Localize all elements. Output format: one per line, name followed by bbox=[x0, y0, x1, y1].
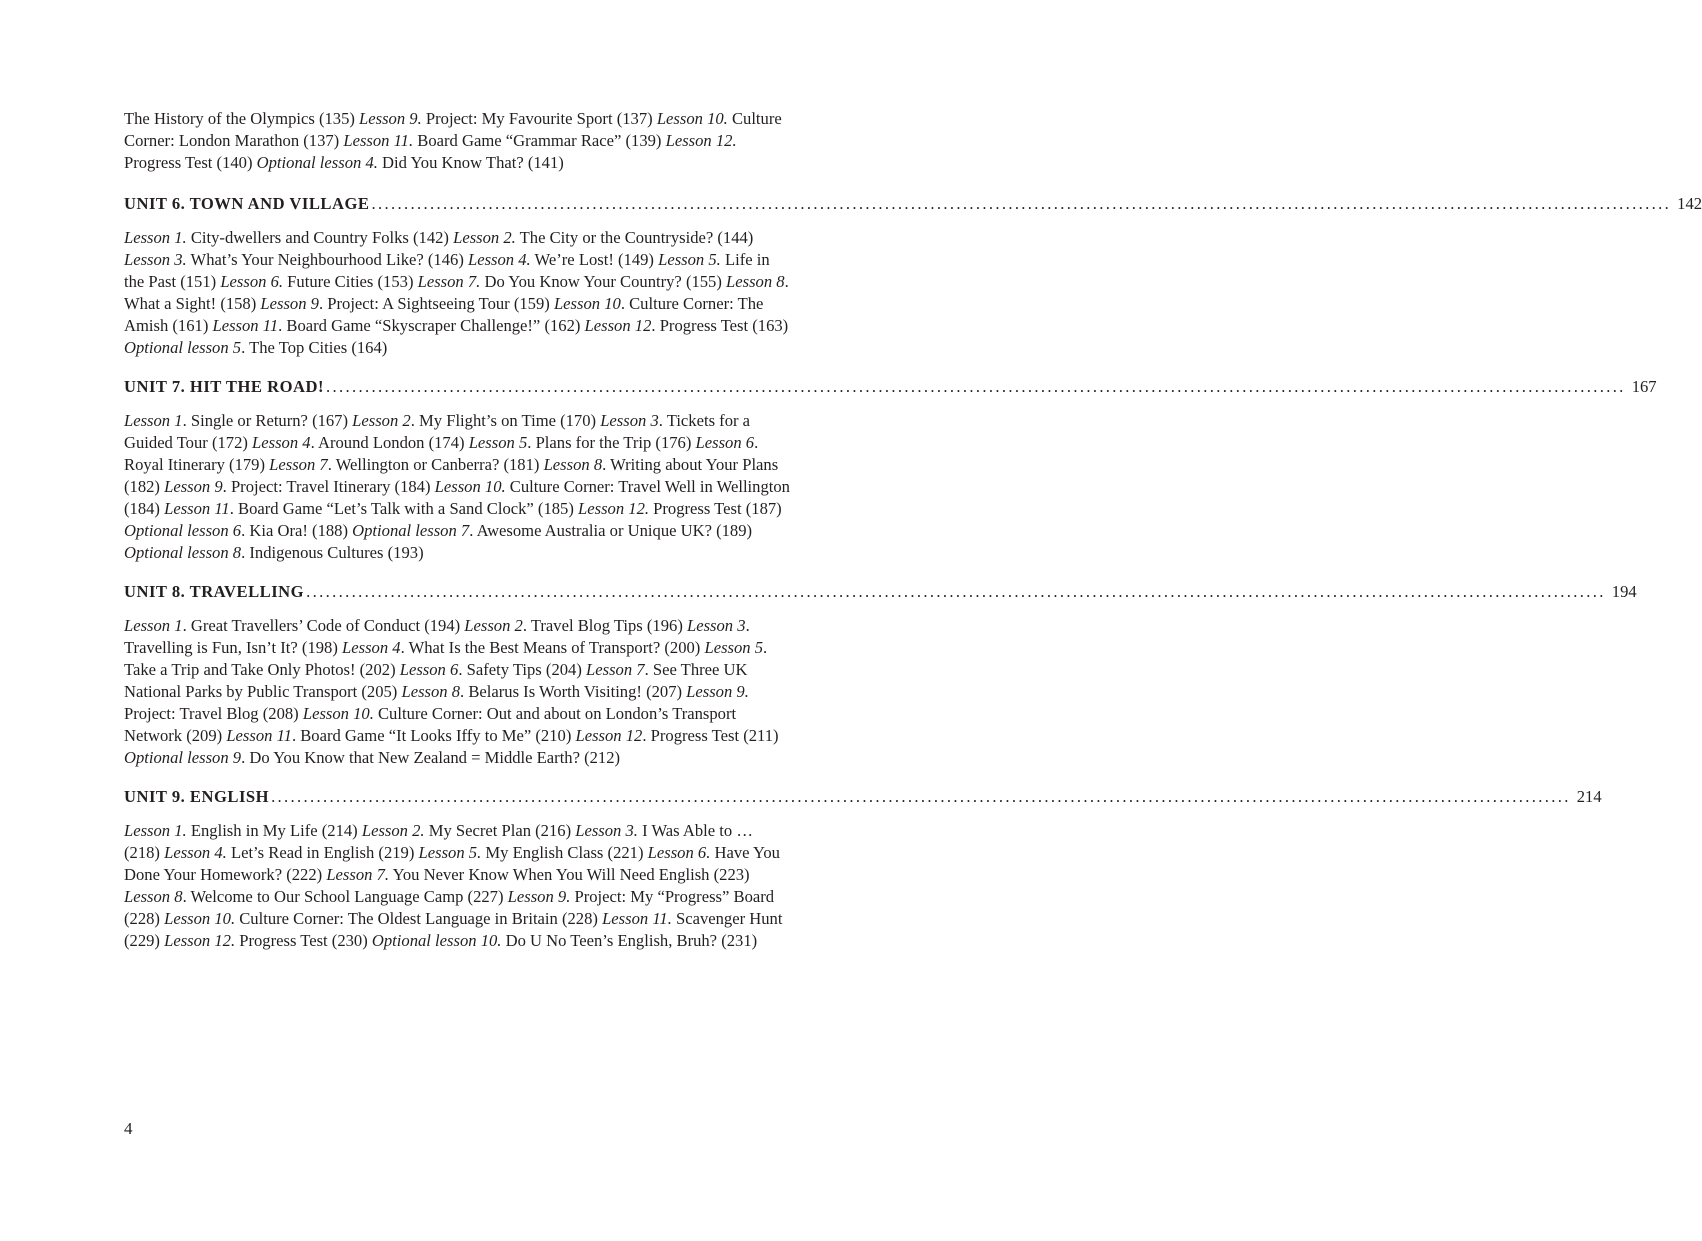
lesson-label: Lesson 12. bbox=[665, 131, 737, 150]
lesson-text: . Kia Ora! (188) bbox=[241, 521, 353, 540]
lesson-label: Lesson 1. bbox=[124, 821, 187, 840]
lesson-label: Lesson 2. bbox=[453, 228, 516, 247]
lesson-text: Progress Test (230) bbox=[235, 931, 372, 950]
lesson-label: Lesson 7 bbox=[269, 455, 328, 474]
lesson-text: . Take a Trip and Take Only Photos! (202) bbox=[124, 638, 768, 679]
lesson-text: I Was Able to … (218) bbox=[124, 821, 753, 862]
lesson-label: Lesson 12. bbox=[578, 499, 650, 518]
lesson-text: . Around London (174) bbox=[310, 433, 469, 452]
lesson-label: Optional lesson 9 bbox=[124, 748, 242, 767]
dot-leader: ........................................................................................................................................................................................................ bbox=[326, 377, 1626, 396]
lesson-text: . Project: Travel Itinerary (184) bbox=[222, 477, 435, 496]
lesson-text: Have You Done Your Homework? (222) bbox=[124, 843, 780, 884]
lesson-label: Lesson 6 bbox=[695, 433, 755, 452]
lesson-label: Lesson 5 bbox=[468, 433, 528, 452]
lesson-text: City-dwellers and Country Folks (142) bbox=[186, 228, 454, 247]
lesson-text: . Great Travellers’ Code of Conduct (194) bbox=[182, 616, 465, 635]
unit-9-section bbox=[124, 786, 1602, 952]
lesson-label: Lesson 7. bbox=[417, 272, 481, 291]
lesson-label: Optional lesson 4. bbox=[256, 153, 378, 172]
lesson-label: Lesson 4 bbox=[342, 638, 401, 657]
lesson-label: Lesson 10 bbox=[553, 294, 621, 313]
lesson-label: Lesson 11 bbox=[164, 499, 230, 518]
lesson-text: . Writing about Your Plans (182) bbox=[124, 455, 779, 496]
lesson-label: Lesson 5. bbox=[658, 250, 721, 269]
lesson-text: We’re Lost! (149) bbox=[530, 250, 659, 269]
unit-lessons bbox=[124, 410, 792, 564]
lesson-label: Lesson 5 bbox=[704, 638, 764, 657]
lesson-label: Optional lesson 10. bbox=[371, 931, 502, 950]
unit-lessons bbox=[124, 820, 792, 952]
lesson-label: Lesson 11. bbox=[343, 131, 414, 150]
unit-heading bbox=[124, 786, 1602, 808]
lesson-text: My Secret Plan (216) bbox=[424, 821, 576, 840]
unit-page-number: 214 bbox=[1576, 787, 1602, 806]
lesson-text: Project: My “Progress” Board (228) bbox=[124, 887, 775, 928]
lesson-text: Culture Corner: The Oldest Language in Britain (228) bbox=[235, 909, 603, 928]
lesson-text: . Plans for the Trip (176) bbox=[527, 433, 696, 452]
lesson-label: Lesson 7. bbox=[326, 865, 390, 884]
unit-title: UNIT 6. TOWN AND VILLAGE bbox=[124, 194, 370, 213]
unit-title: UNIT 7. HIT THE ROAD! bbox=[124, 377, 324, 396]
lesson-text: . Belarus Is Worth Visiting! (207) bbox=[460, 682, 687, 701]
lesson-text: Project: My Favourite Sport (137) bbox=[421, 109, 657, 128]
lesson-text: English in My Life (214) bbox=[186, 821, 362, 840]
lesson-label: Lesson 11 bbox=[212, 316, 279, 335]
lesson-text: . My Flight’s on Time (170) bbox=[410, 411, 601, 430]
lesson-label: Lesson 6. bbox=[647, 843, 711, 862]
lesson-label: Optional lesson 7 bbox=[352, 521, 470, 540]
lesson-text: Scavenger Hunt (229) bbox=[124, 909, 783, 950]
unit-title: UNIT 8. TRAVELLING bbox=[124, 582, 305, 601]
lesson-text: . Travel Blog Tips (196) bbox=[522, 616, 687, 635]
lesson-text: Culture Corner: London Marathon (137) bbox=[124, 109, 782, 150]
lesson-label: Lesson 10. bbox=[302, 704, 374, 723]
lesson-label: Lesson 4. bbox=[164, 843, 227, 862]
lesson-text: . Welcome to Our School Language Camp (227) bbox=[182, 887, 508, 906]
lesson-label: Lesson 1 bbox=[124, 411, 183, 430]
page-number: 4 bbox=[124, 1119, 133, 1138]
lesson-text: The History of the Olympics (135) bbox=[124, 109, 360, 128]
unit-heading bbox=[124, 376, 1657, 398]
lesson-label: Lesson 4. bbox=[468, 250, 531, 269]
lesson-label: Lesson 9 bbox=[260, 294, 319, 313]
unit-page-number: 167 bbox=[1631, 377, 1657, 396]
lesson-label: Lesson 2. bbox=[361, 821, 425, 840]
unit-8-section bbox=[124, 581, 1637, 769]
lesson-text: . Single or Return? (167) bbox=[182, 411, 353, 430]
lesson-label: Lesson 12 bbox=[584, 316, 652, 335]
lesson-label: Lesson 9 bbox=[164, 477, 223, 496]
lesson-text: Did You Know That? (141) bbox=[377, 153, 564, 172]
unit-title: UNIT 9. ENGLISH bbox=[124, 787, 270, 806]
lesson-label: Lesson 12. bbox=[164, 931, 236, 950]
lesson-label: Lesson 6 bbox=[399, 660, 459, 679]
lesson-text: Project: Travel Blog (208) bbox=[124, 704, 303, 723]
lesson-text: My English Class (221) bbox=[481, 843, 648, 862]
lesson-text: Future Cities (153) bbox=[283, 272, 418, 291]
lesson-label: Lesson 10. bbox=[164, 909, 236, 928]
lesson-label: Lesson 3 bbox=[687, 616, 746, 635]
lesson-label: Lesson 11 bbox=[226, 726, 292, 745]
lesson-text: . Board Game “Skyscraper Challenge!” (162) bbox=[278, 316, 585, 335]
lesson-text: Do U No Teen’s English, Bruh? (231) bbox=[501, 931, 758, 950]
lesson-label: Lesson 3. bbox=[124, 250, 187, 269]
lesson-label: Lesson 3. bbox=[575, 821, 638, 840]
unit-lessons bbox=[124, 615, 792, 769]
dot-leader: ........................................................................................................................................................................................................ bbox=[306, 582, 1606, 601]
lesson-label: Lesson 12 bbox=[575, 726, 643, 745]
lesson-label: Lesson 6. bbox=[220, 272, 284, 291]
lesson-text: . Board Game “Let’s Talk with a Sand Clock” (185) bbox=[229, 499, 579, 518]
lesson-text: Life in the Past (151) bbox=[124, 250, 770, 291]
lesson-label: Lesson 2 bbox=[464, 616, 523, 635]
lesson-text: Progress Test (140) bbox=[124, 153, 257, 172]
lesson-label: Lesson 8 bbox=[124, 887, 183, 906]
lesson-text: . Travelling is Fun, Isn’t It? (198) bbox=[124, 616, 750, 657]
unit-page-number: 142 bbox=[1677, 194, 1702, 213]
lesson-label: Lesson 8 bbox=[401, 682, 461, 701]
lesson-text: What’s Your Neighbourhood Like? (146) bbox=[186, 250, 468, 269]
unit-lessons bbox=[124, 227, 792, 359]
lesson-label: Lesson 9. bbox=[359, 109, 422, 128]
lesson-text: The City or the Countryside? (144) bbox=[515, 228, 754, 247]
lesson-text: . Royal Itinerary (179) bbox=[124, 433, 759, 474]
unit-7-section bbox=[124, 376, 1657, 564]
lesson-text: . Board Game “It Looks Iffy to Me” (210) bbox=[291, 726, 576, 745]
lesson-text: . Project: A Sightseeing Tour (159) bbox=[318, 294, 554, 313]
lesson-label: Lesson 5. bbox=[418, 843, 482, 862]
dot-leader: ........................................................................................................................................................................................................ bbox=[371, 194, 1672, 213]
lesson-text: Do You Know Your Country? (155) bbox=[480, 272, 727, 291]
lesson-text: . Progress Test (211) bbox=[642, 726, 779, 745]
unit-6-section bbox=[124, 193, 1702, 359]
lesson-label: Lesson 7 bbox=[586, 660, 645, 679]
lesson-text: . Progress Test (163) bbox=[651, 316, 789, 335]
lesson-label: Lesson 8 bbox=[726, 272, 785, 291]
lesson-label: Lesson 4 bbox=[252, 433, 311, 452]
unit-heading bbox=[124, 193, 1702, 215]
lesson-label: Lesson 10. bbox=[434, 477, 506, 496]
lesson-text: . Do You Know that New Zealand = Middle Earth? (212) bbox=[241, 748, 621, 767]
lesson-text: . Indigenous Cultures (193) bbox=[241, 543, 424, 562]
lesson-text: . Safety Tips (204) bbox=[458, 660, 587, 679]
lesson-label: Lesson 8 bbox=[543, 455, 603, 474]
lesson-text: You Never Know When You Will Need English (223) bbox=[389, 865, 750, 884]
unit-page-number: 194 bbox=[1611, 582, 1637, 601]
lesson-label: Lesson 11. bbox=[602, 909, 672, 928]
unit-heading bbox=[124, 581, 1637, 603]
lesson-text: Let’s Read in English (219) bbox=[226, 843, 419, 862]
lesson-text: Culture Corner: Travel Well in Wellington (184) bbox=[124, 477, 790, 518]
lesson-label: Lesson 3 bbox=[600, 411, 659, 430]
lesson-label: Lesson 9. bbox=[686, 682, 749, 701]
lesson-text: Board Game “Grammar Race” (139) bbox=[413, 131, 666, 150]
lesson-label: Lesson 1 bbox=[124, 616, 183, 635]
lesson-label: Lesson 10. bbox=[656, 109, 728, 128]
lesson-text: Culture Corner: Out and about on London’s Transport Network (209) bbox=[124, 704, 737, 745]
lesson-label: Lesson 1. bbox=[124, 228, 187, 247]
lesson-text: . What a Sight! (158) bbox=[124, 272, 789, 313]
unit-5-lessons-continued bbox=[124, 108, 792, 174]
lesson-text: . Culture Corner: The Amish (161) bbox=[124, 294, 764, 335]
lesson-label: Optional lesson 5 bbox=[124, 338, 242, 357]
lesson-text: Progress Test (187) bbox=[649, 499, 782, 518]
dot-leader: ........................................................................................................................................................................................................ bbox=[271, 787, 1571, 806]
lesson-label: Optional lesson 8 bbox=[124, 543, 242, 562]
lesson-text: . See Three UK National Parks by Public Transport (205) bbox=[124, 660, 748, 701]
lesson-label: Lesson 9. bbox=[507, 887, 571, 906]
lesson-text: . Wellington or Canberra? (181) bbox=[327, 455, 544, 474]
lesson-text: . Awesome Australia or Unique UK? (189) bbox=[469, 521, 753, 540]
table-of-contents bbox=[124, 108, 1702, 952]
lesson-label: Lesson 2 bbox=[352, 411, 411, 430]
lesson-label: Optional lesson 6 bbox=[124, 521, 242, 540]
lesson-text: . Tickets for a Guided Tour (172) bbox=[124, 411, 751, 452]
lesson-text: . What Is the Best Means of Transport? (200) bbox=[400, 638, 705, 657]
lesson-text: . The Top Cities (164) bbox=[241, 338, 388, 357]
